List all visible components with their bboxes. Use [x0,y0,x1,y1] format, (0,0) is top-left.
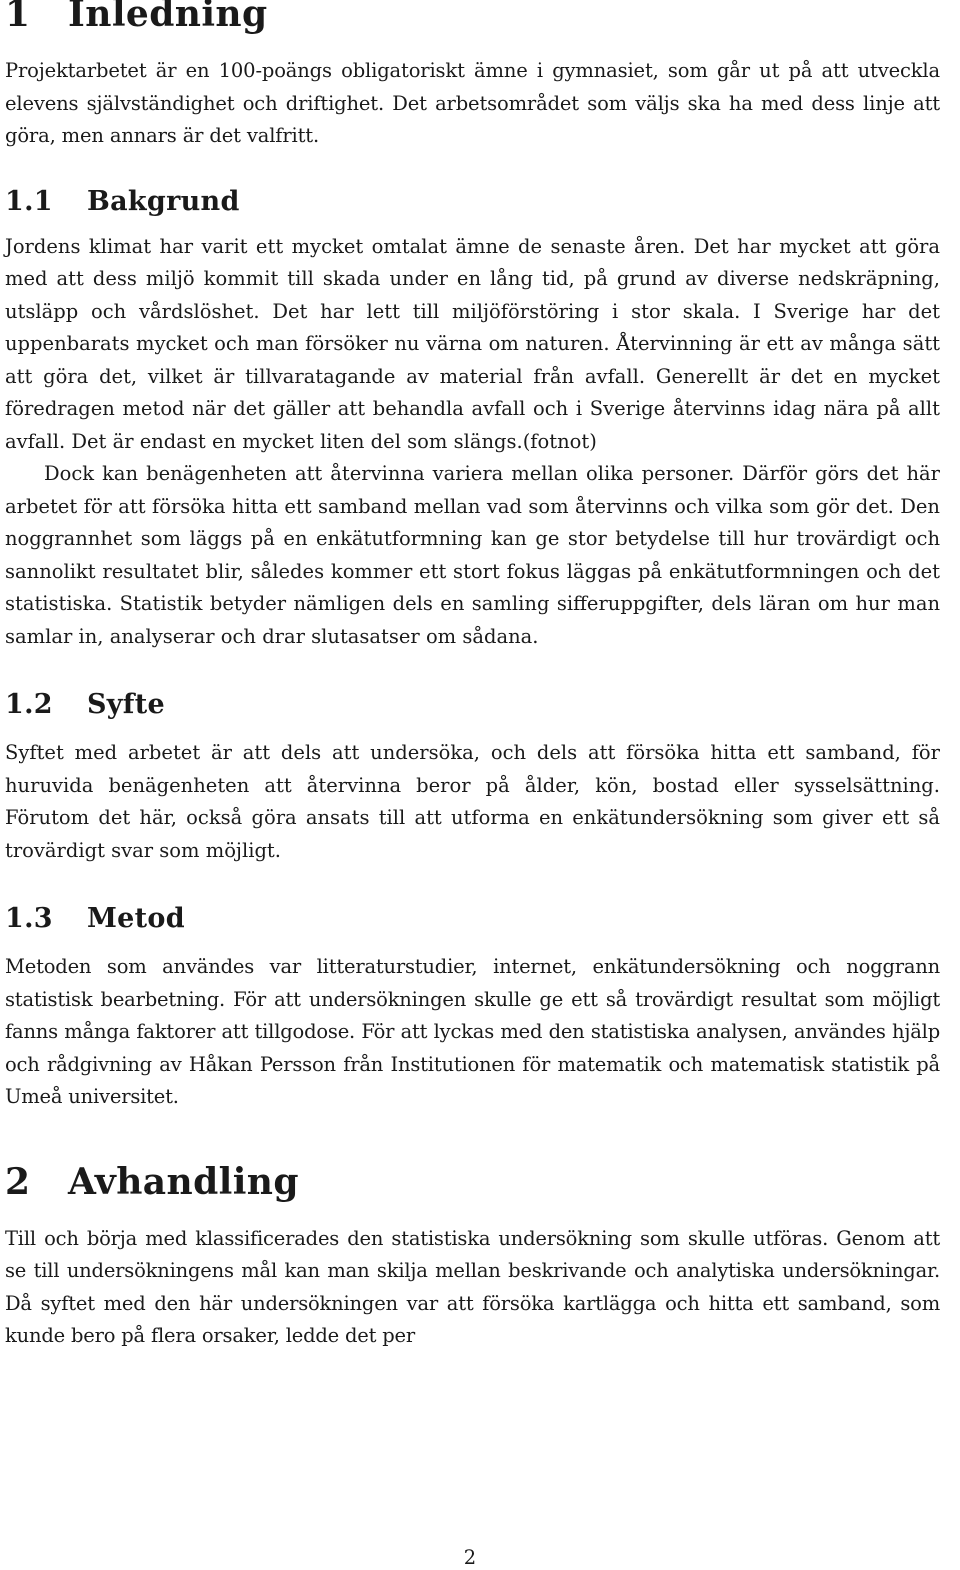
paragraph: Jordens klimat har varit ett mycket omtalat ämne de senaste åren. Det har mycket att göra med att dess miljö kommit till skada under en lång tid, på grund av diverse nedskräpning, utsläpp och vårdslöshet. Det har lett till miljöförstöring i stor skala. I Sverige har det uppenbarats mycket och man försöker nu värna om naturen. Återvinning är ett av många sätt att göra det, vilket är tillvaratagande av material från avfall. Generellt är det en mycket föredragen metod när det gäller att behandla avfall och i Sverige återvinns idag nära på allt avfall. Det är endast en mycket liten del som slängs.(fotnot) [5,234,940,453]
section-heading-bakgrund [5,187,940,217]
section-number: 1.2 [5,689,53,720]
paragraph: Till och börja med klassificerades den statistiska undersökning som skulle utföras. Genom att se till undersökningens mål kan man skilja mellan beskrivande och analytiska undersökningar. Då syftet med den här undersökningen var att försöka kartlägga och hitta ett samband, som kunde bero på flera orsaker, ledde det per [5,1226,940,1347]
section-heading-avhandling [5,1160,940,1203]
section-title: Avhandling [68,1160,299,1203]
paragraph: Metoden som användes var litteraturstudier, internet, enkätundersökning och noggrann statistisk bearbetning. För att undersökningen skulle ge ett så trovärdigt resultat som möjligt fanns många faktorer att tillgodose. För att lyckas med den statistiska analysen, användes hjälp och rådgivning av Håkan Persson från Institutionen för matematik och matematisk statistik på Umeå universitet. [5,955,940,1108]
document-page [5,0,940,1353]
section-number: 2 [5,1160,31,1203]
section-title: Syfte [87,689,165,720]
paragraph: Projektarbetet är en 100-poängs obligatoriskt ämne i gymnasiet, som går ut på att utveckla elevens självständighet och driftighet. Det arbetsområdet som väljs ska ha med dess linje att göra, men annars är det valfritt. [5,59,940,147]
section-title: Inledning [68,0,268,35]
paragraph: Dock kan benägenheten att återvinna variera mellan olika personer. Därför görs det här arbetet för att försöka hitta ett samband mellan vad som återvinns och vilka som gör det. Den noggrannhet som läggs på en enkätutformning kan ge stor betydelse till hur trovärdigt och sannolikt resultatet blir, således kommer ett stort fokus läggas på enkätutformningen och det statistiska. Statistik betyder nämligen dels en samling sifferuppgifter, dels läran om hur man samlar in, analyserar och drar slutasatser om sådana. [5,462,940,648]
section-heading-inledning [5,0,940,35]
paragraph: Syftet med arbetet är att dels att undersöka, och dels att försöka hitta ett samband, för huruvida benägenheten att återvinna beror på ålder, kön, bostad eller sysselsättning. Förutom det här, också göra ansats till att utforma en enkätundersökning som giver ett så trovärdigt svar som möjligt. [5,741,940,862]
section-number: 1 [5,0,31,35]
page-number: 2 [463,1546,477,1569]
section-heading-syfte [5,690,940,720]
section-number: 1.3 [5,903,53,934]
section-number: 1.1 [5,185,53,217]
section-title: Bakgrund [87,185,240,217]
section-heading-metod [5,904,940,934]
section-title: Metod [87,903,185,934]
